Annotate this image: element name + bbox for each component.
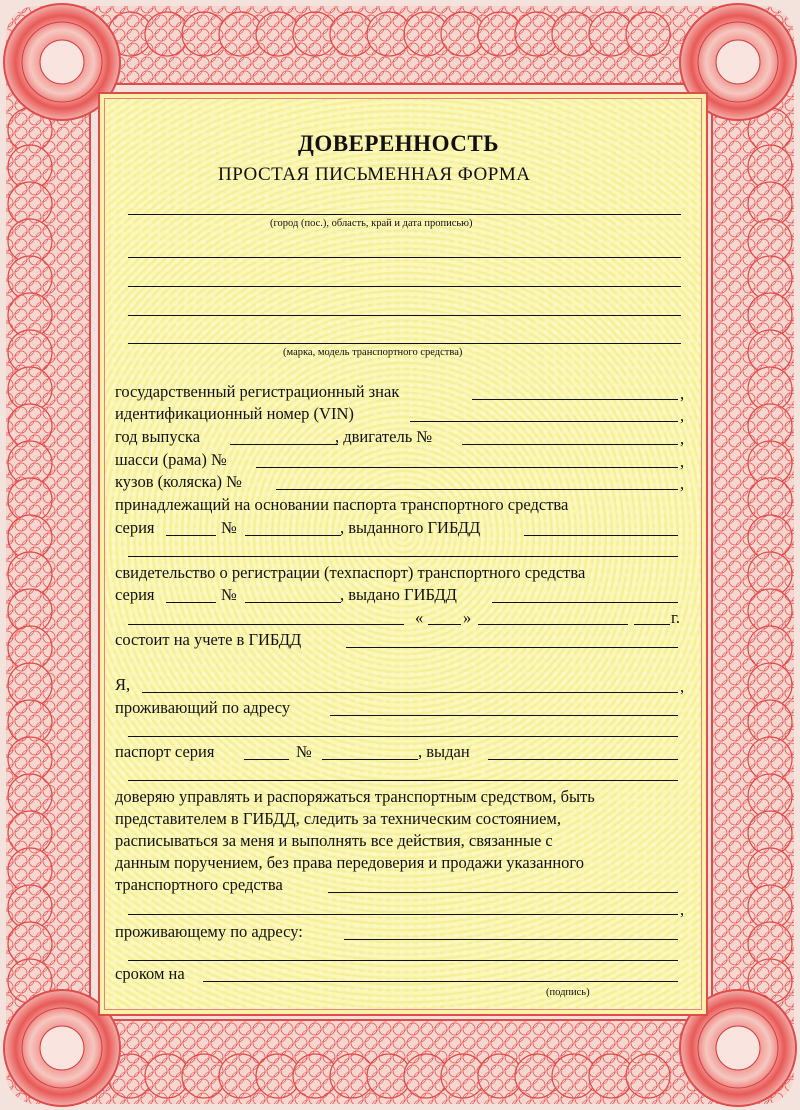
field-address-to[interactable] <box>344 939 678 940</box>
fill-line[interactable] <box>128 780 678 781</box>
label-number: № <box>221 518 237 537</box>
trust-text-line: транспортного средства <box>115 875 283 894</box>
field-vehicle[interactable] <box>328 892 678 893</box>
year-abbr: г. <box>671 608 681 627</box>
fill-line[interactable] <box>128 315 681 316</box>
fill-line[interactable] <box>128 257 681 258</box>
label-number: № <box>221 585 237 604</box>
field-chassis[interactable] <box>256 467 678 468</box>
comma: , <box>680 406 685 425</box>
label-term: сроком на <box>115 964 185 983</box>
label-issued-gibdd: , выданного ГИБДД <box>340 518 481 537</box>
fill-line[interactable] <box>128 736 678 737</box>
fill-line[interactable] <box>128 624 404 625</box>
field-term[interactable] <box>203 981 678 982</box>
field-number[interactable] <box>245 602 341 603</box>
field-engine[interactable] <box>462 444 678 445</box>
field-name[interactable] <box>142 692 678 693</box>
label-certificate: свидетельство о регистрации (техпаспорт) транспортного средства <box>115 563 586 582</box>
label-chassis: шасси (рама) № <box>115 450 227 469</box>
label-number: № <box>296 742 312 761</box>
field-series[interactable] <box>166 535 216 536</box>
field-issued[interactable] <box>488 759 678 760</box>
signature-hint: (подпись) <box>546 987 590 998</box>
fill-line[interactable] <box>128 286 681 287</box>
label-engine: , двигатель № <box>335 427 433 446</box>
fill-line[interactable] <box>128 914 678 915</box>
field-registered[interactable] <box>346 647 678 648</box>
fill-line[interactable] <box>128 556 678 557</box>
trust-text-line: расписываться за меня и выполнять все действия, связанные с <box>115 831 553 850</box>
comma: , <box>680 429 685 448</box>
fill-line-city[interactable] <box>128 214 681 215</box>
document-subtitle: ПРОСТАЯ ПИСЬМЕННАЯ ФОРМА <box>218 164 531 185</box>
label-issued: , выдан <box>418 742 470 761</box>
field-year-date[interactable] <box>634 624 670 625</box>
field-passport-number[interactable] <box>322 759 418 760</box>
comma: , <box>680 900 685 919</box>
label-i: Я, <box>115 675 131 694</box>
fill-line-model[interactable] <box>128 343 681 344</box>
label-year: год выпуска <box>115 427 201 446</box>
field-year[interactable] <box>230 444 338 445</box>
comma: , <box>680 474 685 493</box>
field-address[interactable] <box>330 715 678 716</box>
label-registered: состоит на учете в ГИБДД <box>115 630 302 649</box>
trust-text-line: данным поручением, без права передоверия и продажи указанного <box>115 853 585 872</box>
label-series: серия <box>115 585 155 604</box>
fill-line[interactable] <box>128 960 678 961</box>
comma: , <box>680 384 685 403</box>
field-month[interactable] <box>478 624 628 625</box>
label-living: проживающий по адресу <box>115 698 291 717</box>
label-body: кузов (коляска) № <box>115 472 242 491</box>
field-day[interactable] <box>428 624 461 625</box>
trust-text-line: доверяю управлять и распоряжаться транспортным средством, быть <box>115 787 595 806</box>
label-issued-gibdd: , выдано ГИБДД <box>340 585 457 604</box>
label-living-to: проживающему по адресу: <box>115 922 303 941</box>
document-title: ДОВЕРЕННОСТЬ <box>298 131 499 156</box>
comma: , <box>680 452 685 471</box>
label-series: серия <box>115 518 155 537</box>
hint-city: (город (пос.), область, край и дата прописью) <box>270 218 473 229</box>
field-series[interactable] <box>166 602 216 603</box>
hint-model: (марка, модель транспортного средства) <box>283 347 463 358</box>
trust-text-line: представителем в ГИБДД, следить за техническим состоянием, <box>115 809 561 828</box>
quote-close: » <box>463 608 472 627</box>
field-body[interactable] <box>276 489 678 490</box>
field-vin[interactable] <box>410 421 678 422</box>
field-issued-gibdd[interactable] <box>492 602 678 603</box>
comma: , <box>680 677 685 696</box>
label-reg-sign: государственный регистрационный знак <box>115 382 400 401</box>
label-passport-series: паспорт серия <box>115 742 215 761</box>
field-issued-gibdd[interactable] <box>524 535 678 536</box>
field-reg-sign[interactable] <box>472 399 678 400</box>
field-number[interactable] <box>245 535 341 536</box>
label-vin: идентификационный номер (VIN) <box>115 404 354 423</box>
label-belongs: принадлежащий на основании паспорта транспортного средства <box>115 495 569 514</box>
quote-open: « <box>415 608 424 627</box>
field-passport-series[interactable] <box>244 759 289 760</box>
